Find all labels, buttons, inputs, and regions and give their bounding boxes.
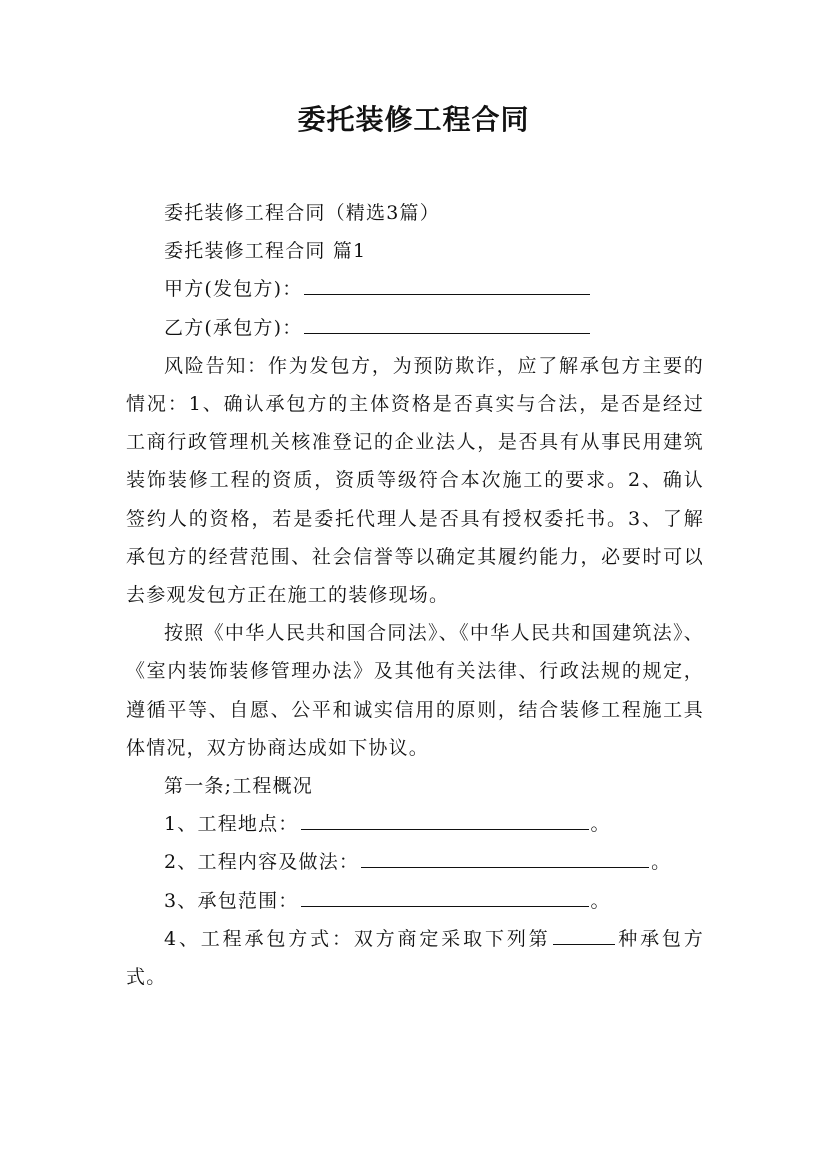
party-a-blank (304, 276, 590, 295)
document-subtitle: 委托装修工程合同（精选3篇） (164, 202, 440, 224)
party-b-line (126, 309, 704, 347)
party-b-blank (304, 315, 590, 334)
party-a-line (126, 270, 704, 308)
item-3-end: 。 (590, 889, 611, 912)
item-3-line (126, 882, 704, 920)
item-1-blank (301, 811, 589, 830)
document-title: 委托装修工程合同 (297, 103, 530, 136)
risk-notice-paragraph: 风险告知：作为发包方，为预防欺诈，应了解承包方主要的情况：1、确认承包方的主体资格是否真实与合法，是否是经过工商行政管理机关核准登记的企业法人，是否具有从事民用建筑装饰装修工程的资质，资质等级符合本次施工的要求。2、确认签约人的资格，若是委托代理人是否具有授权委托书。3、了解承包方的经营范围、社会信誉等以确定其履约能力，必要时可以去参观发包方正在施工的装修现场。 (126, 354, 704, 607)
item-2-line (126, 843, 704, 881)
item-4-line (126, 920, 704, 996)
legal-basis-paragraph: 按照《中华人民共和国合同法》、《中华人民共和国建筑法》、《室内装饰装修管理办法》及其他有关法律、行政法规的规定，遵循平等、自愿、公平和诚实信用的原则，结合装修工程施工具体情况，双方协商达成如下协议。 (126, 622, 704, 759)
article-1-title: 第一条;工程概况 (164, 775, 314, 798)
item-2-blank (361, 849, 649, 868)
item-2-end: 。 (651, 851, 672, 874)
item-3-blank (301, 888, 589, 907)
item-4-suffix: 种承包方式。 (126, 927, 704, 989)
item-2-label: 2、工程内容及做法： (164, 851, 360, 874)
party-a-label: 甲方(发包方)： (164, 278, 303, 301)
item-4-prefix: 4、工程承包方式：双方商定采取下列第 (164, 927, 551, 950)
item-4-blank (553, 926, 615, 945)
item-1-line (126, 805, 704, 843)
part-heading: 委托装修工程合同 篇1 (164, 240, 367, 263)
item-3-label: 3、承包范围： (164, 889, 299, 912)
party-b-label: 乙方(承包方)： (164, 316, 303, 339)
document-body (126, 194, 704, 996)
item-1-end: 。 (590, 813, 611, 836)
item-1-label: 1、工程地点： (164, 813, 299, 836)
